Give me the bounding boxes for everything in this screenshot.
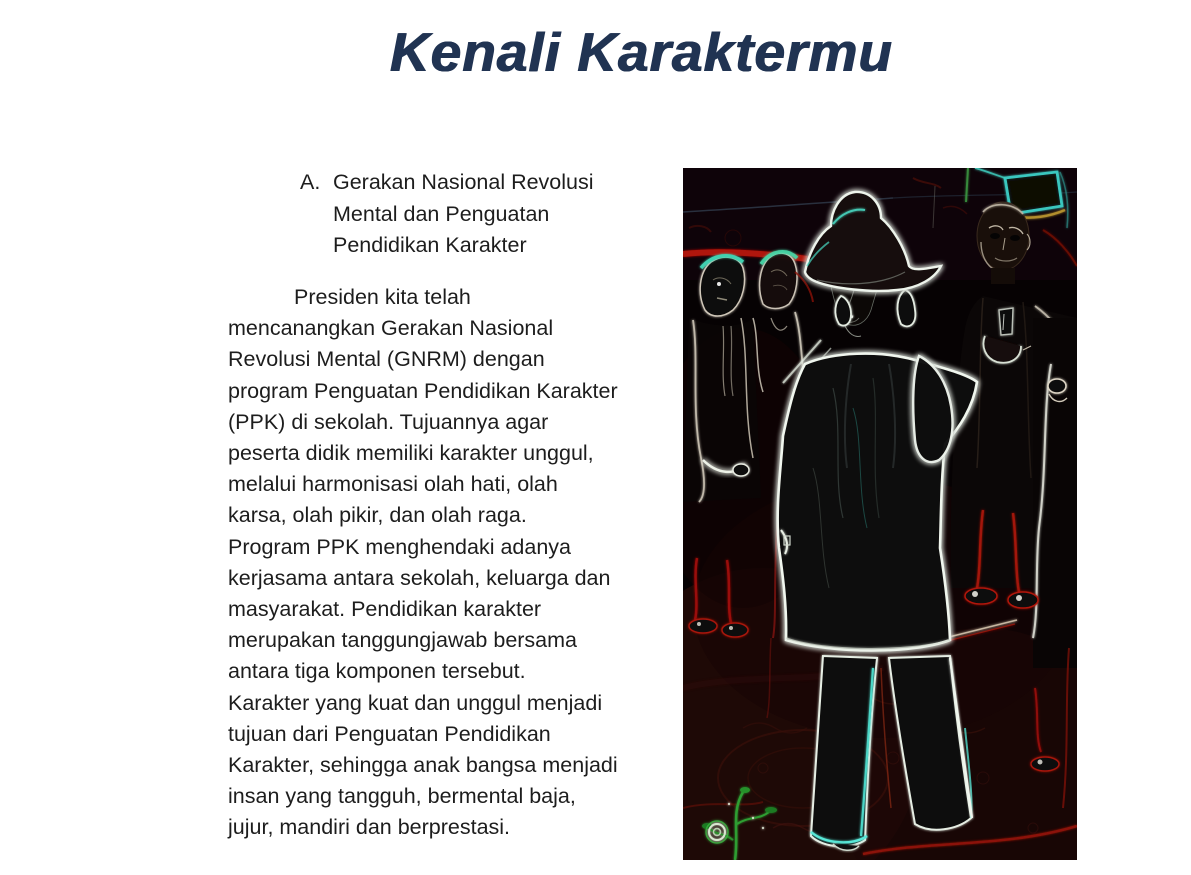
paragraph-line: insan yang tangguh, bermental baja,	[228, 784, 576, 809]
body-paragraph	[228, 282, 678, 844]
paragraph-line: merupakan tanggungjawab bersama	[228, 628, 578, 653]
paragraph-line: karsa, olah pikir, dan olah raga.	[228, 503, 527, 528]
page-title: Kenali Karaktermu	[389, 21, 894, 83]
list-marker: A.	[300, 170, 321, 194]
section-heading	[300, 167, 607, 262]
paragraph-line: Presiden kita telah	[294, 285, 471, 309]
paragraph-line: (PPK) di sekolah. Tujuannya agar	[228, 409, 549, 434]
artwork-image	[683, 168, 1077, 860]
section-heading-text: Gerakan Nasional Revolusi Mental dan Penguatan Pendidikan Karakter	[333, 170, 594, 257]
paragraph-line: masyarakat. Pendidikan karakter	[228, 597, 542, 622]
paragraph-line: melalui harmonisasi olah hati, olah	[228, 472, 558, 497]
paragraph-line: Revolusi Mental (GNRM) dengan	[228, 347, 545, 372]
paragraph-line: Program PPK menghendaki adanya	[228, 534, 572, 559]
paragraph-line: Karakter yang kuat dan unggul menjadi	[228, 690, 603, 715]
paragraph-line: tujuan dari Penguatan Pendidikan	[228, 721, 551, 746]
paragraph-line: peserta didik memiliki karakter unggul,	[228, 441, 594, 466]
paragraph-line: mencanangkan Gerakan Nasional	[228, 316, 554, 341]
paragraph-line: antara tiga komponen tersebut.	[228, 659, 526, 684]
paragraph-line: Karakter, sehingga anak bangsa menjadi	[228, 753, 618, 778]
paragraph-line: jujur, mandiri dan berprestasi.	[228, 815, 511, 840]
paragraph-line: kerjasama antara sekolah, keluarga dan	[228, 565, 611, 590]
paragraph-line: program Penguatan Pendidikan Karakter	[228, 378, 618, 403]
